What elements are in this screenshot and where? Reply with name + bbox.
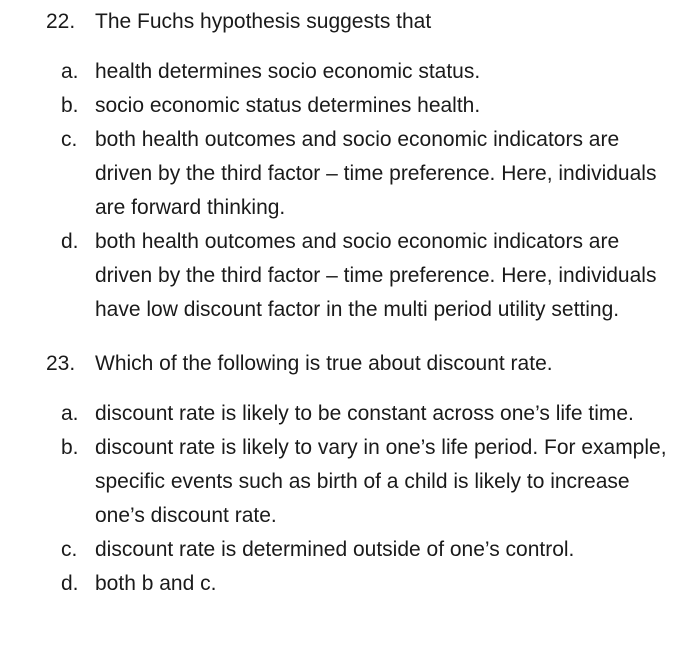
- option-text: discount rate is likely to vary in one’s life period. For example, specific events such as birth of a child is likely to increase one’s discount rate.: [95, 436, 667, 527]
- option-text: socio economic status determines health.: [95, 94, 481, 117]
- option-b: [61, 431, 680, 533]
- option-letter: a.: [61, 402, 79, 425]
- option-text: both health outcomes and socio economic indicators are driven by the third factor – time preference. Here, individuals are forward thinking.: [95, 128, 657, 219]
- question-number: 22.: [46, 10, 76, 33]
- option-text: discount rate is determined outside of one’s control.: [95, 538, 575, 561]
- option-letter: d.: [61, 572, 79, 595]
- option-text: both b and c.: [95, 572, 217, 595]
- option-c: [61, 533, 680, 567]
- option-letter: b.: [61, 436, 79, 459]
- option-letter: d.: [61, 230, 79, 253]
- option-letter: a.: [61, 60, 79, 83]
- question-number: 23.: [46, 352, 76, 375]
- option-b: [61, 89, 680, 123]
- option-d: [61, 225, 680, 327]
- question-23: [0, 347, 700, 601]
- option-letter: b.: [61, 94, 79, 117]
- option-c: [61, 123, 680, 225]
- option-list: [61, 55, 680, 327]
- option-letter: c.: [61, 128, 78, 151]
- option-list: [61, 397, 680, 601]
- question-text: The Fuchs hypothesis suggests that: [95, 10, 432, 33]
- option-text: both health outcomes and socio economic indicators are driven by the third factor – time preference. Here, individuals have low discount factor in the multi period utility setting.: [95, 230, 657, 321]
- option-a: [61, 55, 680, 89]
- option-letter: c.: [61, 538, 78, 561]
- option-d: [61, 567, 680, 601]
- option-text: health determines socio economic status.: [95, 60, 481, 83]
- question-22: [0, 5, 700, 327]
- option-a: [61, 397, 680, 431]
- question-text: Which of the following is true about discount rate.: [95, 352, 553, 375]
- option-text: discount rate is likely to be constant across one’s life time.: [95, 402, 634, 425]
